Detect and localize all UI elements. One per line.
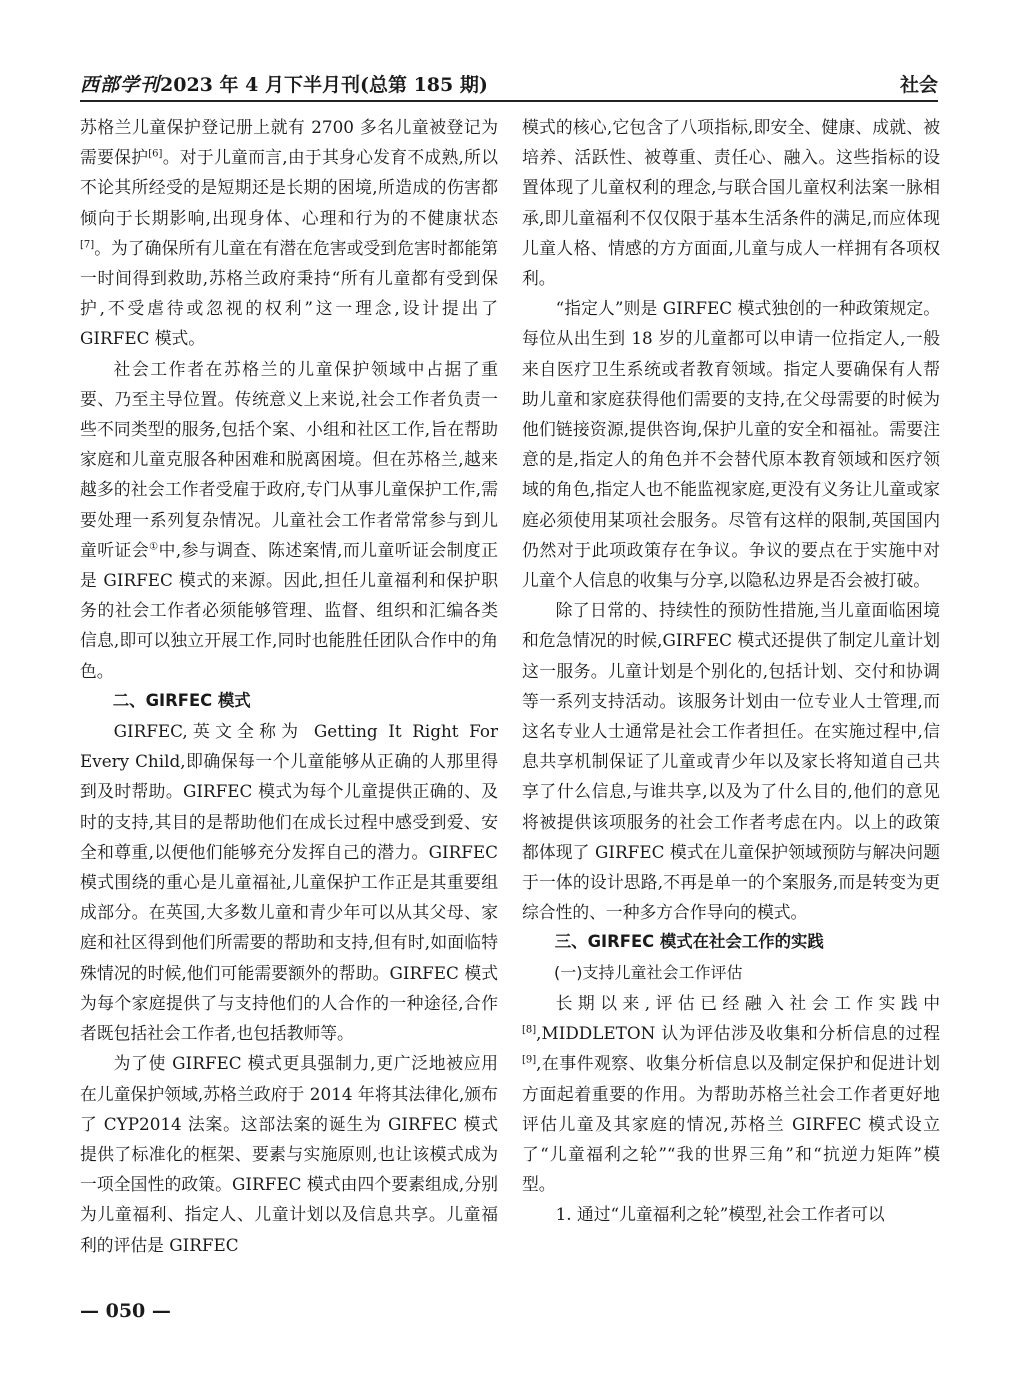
right-column xyxy=(522,112,940,1230)
paragraph: 为了使 GIRFEC 模式更具强制力,更广泛地被应用在儿童保护领域,苏格兰政府于 2014 年将其法律化,颁布了 CYP2014 法案。这部法案的诞生为 GIRFEC 模式提供了标准化的框架、要素与实施原则,也让该模式成为一项全国性的政策。GIRFEC 模式由四个要素组成,分别为儿童福利、指定人、儿童计划以及信息共享。儿童福利的评估是 GIRFEC xyxy=(80,1053,498,1255)
issue-info: 2023 年 4 月下半月刊(总第 185 期) xyxy=(160,74,488,96)
page-number: — 050 — xyxy=(80,1300,171,1322)
footnote-marker: ① xyxy=(149,541,159,553)
paragraph: “指定人”则是 GIRFEC 模式独创的一种政策规定。每位从出生到 18 岁的儿童都可以申请一位指定人,一般来自医疗卫生系统或者教育领域。指定人要确保有人帮助儿童和家庭获得他们需要的支持,在父母需要的时候为他们链接资源,提供咨询,保护儿童的安全和福祉。需要注意的是,指定人的角色并不会替代原本教育领域和医疗领域的角色,指定人也不能监视家庭,更没有义务让儿童或家庭必须使用某项社会服务。尽管有这样的限制,英国国内仍然对于此项政策存在争议。争议的要点在于实施中对儿童个人信息的收集与分享,以隐私边界是否会被打破。 xyxy=(522,298,940,591)
page-header xyxy=(80,70,938,98)
section-heading: 三、GIRFEC 模式在社会工作的实践 xyxy=(554,932,824,952)
header-rule xyxy=(80,100,938,102)
subsection-heading: (一)支持儿童社会工作评估 xyxy=(554,962,743,982)
citation: [7] xyxy=(80,239,95,251)
paragraph: 苏格兰儿童保护登记册上就有 2700 多名儿童被登记为需要保护[6]。对于儿童而言,由于其身心发育不成熟,所以不论其所经受的是短期还是长期的困境,所造成的伤害都倾向于长期影响,出现身体、心理和行为的不健康状态[7]。为了确保所有儿童在有潜在危害或受到危害时都能第一时间得到救助,苏格兰政府秉持“所有儿童都有受到保护,不受虐待或忽视的权利”这一理念,设计提出了 GIRFEC 模式。 xyxy=(80,117,498,349)
paragraph: 社会工作者在苏格兰的儿童保护领域中占据了重要、乃至主导位置。传统意义上来说,社会工作者负责一些不同类型的服务,包括个案、小组和社区工作,旨在帮助家庭和儿童克服各种困难和脱离困境。但在苏格兰,越来越多的社会工作者受雇于政府,专门从事儿童保护工作,需要处理一系列复杂情况。儿童社会工作者常常参与到儿童听证会①中,参与调查、陈述案情,而儿童听证会制度正是 GIRFEC 模式的来源。因此,担任儿童福利和保护职务的社会工作者必须能够管理、监督、组织和汇编各类信息,即可以独立开展工作,同时也能胜任团队合作中的角色。 xyxy=(80,358,498,681)
paragraph: 1. 通过“儿童福利之轮”模型,社会工作者可以 xyxy=(555,1204,885,1225)
paragraph: 除了日常的、持续性的预防性措施,当儿童面临困境和危急情况的时候,GIRFEC 模式还提供了制定儿童计划这一服务。儿童计划是个别化的,包括计划、交付和协调等一系列支持活动。该服务计划由一位专业人士管理,而这名专业人士通常是社会工作者担任。在实施过程中,信息共享机制保证了儿童或青少年以及家长将知道自己共享了什么信息,与谁共享,以及为了什么目的,他们的意见将被提供该项服务的社会工作者考虑在内。以上的政策都体现了 GIRFEC 模式在儿童保护领域预防与解决问题于一体的设计思路,不再是单一的个案服务,而是转变为更综合性的、一种多方合作导向的模式。 xyxy=(522,600,940,923)
journal-issue-line xyxy=(80,70,488,97)
citation: [6] xyxy=(148,148,163,160)
citation: [9] xyxy=(522,1054,537,1066)
citation: [8] xyxy=(522,1024,537,1036)
paragraph: 模式的核心,它包含了八项指标,即安全、健康、成就、被培养、活跃性、被尊重、责任心、融入。这些指标的设置体现了儿童权利的理念,与联合国儿童权利法案一脉相承,即儿童福利不仅仅限于基本生活条件的满足,而应体现儿童人格、情感的方方面面,儿童与成人一样拥有各项权利。 xyxy=(522,117,940,289)
paragraph: GIRFEC,英文全称为 Getting It Right For Every Child,即确保每一个儿童能够从正确的人那里得到及时帮助。GIRFEC 模式为每个儿童提供正确的、及时的支持,其目的是帮助他们在成长过程中感受到爱、安全和尊重,以便他们能够充分发挥自己的潜力。GIRFEC 模式围绕的重心是儿童福祉,儿童保护工作正是其重要组成部分。在英国,大多数儿童和青少年可以从其父母、家庭和社区得到他们所需要的帮助和支持,但有时,如面临特殊情况的时候,他们可能需要额外的帮助。GIRFEC 模式为每个家庭提供了与支持他们的人合作的一种途径,合作者既包括社会工作者,也包括教师等。 xyxy=(80,721,498,1044)
left-column xyxy=(80,112,498,1260)
section-label: 社会 xyxy=(899,74,938,96)
paragraph: 长期以来,评估已经融入社会工作实践中[8],MIDDLETON 认为评估涉及收集和分析信息的过程[9],在事件观察、收集分析信息以及制定保护和促进计划方面起着重要的作用。为帮助苏格兰社会工作者更好地评估儿童及其家庭的情况,苏格兰 GIRFEC 模式设立了“儿童福利之轮”“我的世界三角”和“抗逆力矩阵”模型。 xyxy=(522,992,940,1195)
journal-logo: 西部学刊 xyxy=(80,74,161,96)
section-heading: 二、GIRFEC 模式 xyxy=(112,690,251,710)
